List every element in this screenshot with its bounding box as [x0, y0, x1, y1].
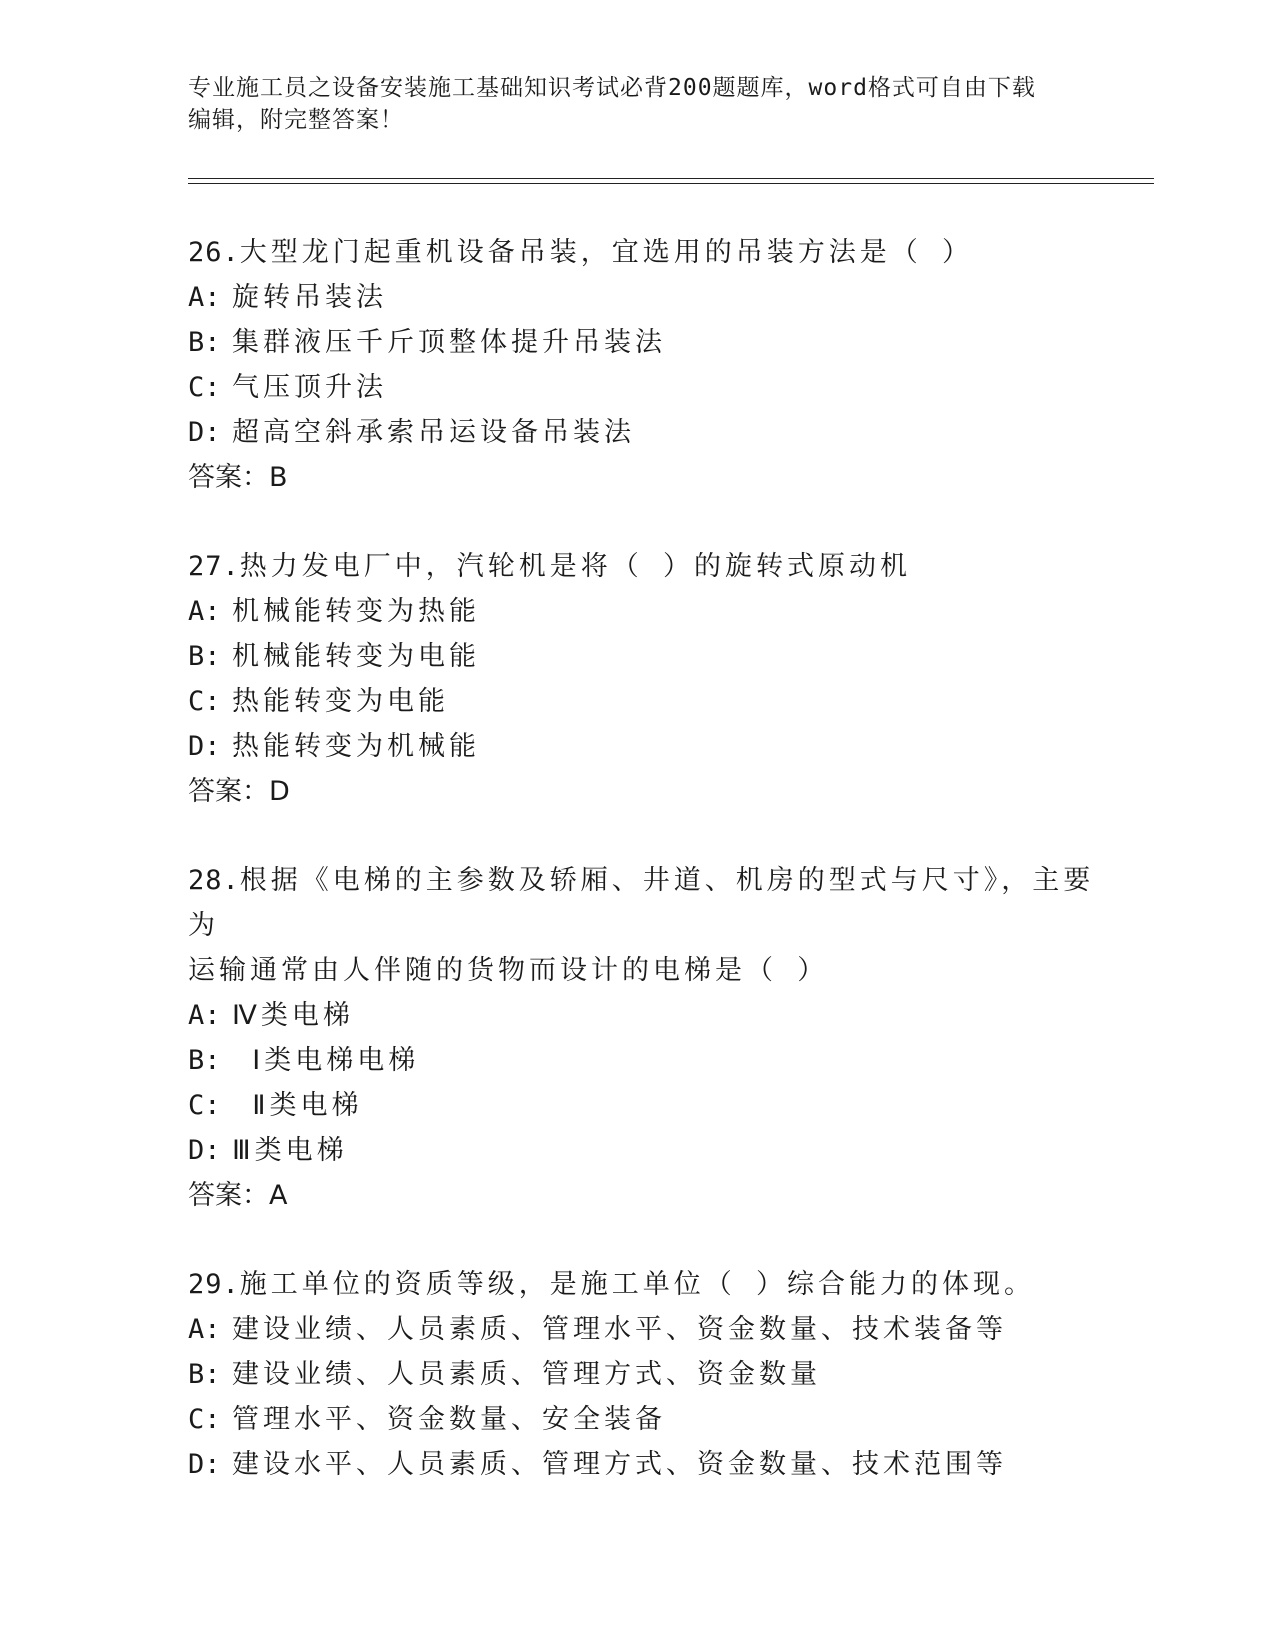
- option-b: [188, 634, 1118, 679]
- answer-label: 答案：: [188, 1180, 269, 1211]
- header-line-2: 编辑，附完整答案！: [188, 107, 404, 133]
- option-key: D:: [188, 731, 221, 762]
- option-c: [188, 679, 1118, 724]
- answer: [188, 455, 1118, 500]
- option-b: [188, 320, 1118, 365]
- document-header: [188, 72, 1088, 136]
- question-26: [188, 230, 1118, 500]
- option-key: D:: [188, 1449, 221, 1480]
- option-b: [188, 1352, 1118, 1397]
- question-title: [188, 858, 1118, 948]
- option-a: [188, 993, 1118, 1038]
- question-list: [188, 230, 1118, 1531]
- option-key: B:: [188, 1359, 221, 1390]
- question-29: [188, 1262, 1118, 1487]
- option-text: Ⅰ类电梯电梯: [232, 1045, 420, 1076]
- option-text: 机械能转变为热能: [232, 596, 480, 627]
- option-text: Ⅳ类电梯: [232, 1000, 354, 1031]
- option-key: A:: [188, 282, 221, 313]
- question-text: 根据《电梯的主参数及轿厢、井道、机房的型式与尺寸》，主要为: [188, 865, 1095, 941]
- answer-value: B: [269, 462, 288, 493]
- option-d: [188, 1442, 1118, 1487]
- option-text: 机械能转变为电能: [232, 641, 480, 672]
- question-number: 29.: [188, 1269, 240, 1300]
- option-text: 气压顶升法: [232, 372, 387, 403]
- question-text: 大型龙门起重机设备吊装，宜选用的吊装方法是（ ）: [239, 237, 974, 268]
- option-text: Ⅲ类电梯: [232, 1135, 348, 1166]
- option-key: D:: [188, 417, 221, 448]
- header-divider-top: [188, 178, 1154, 179]
- question-text: 施工单位的资质等级，是施工单位（ ）综合能力的体现。: [239, 1269, 1036, 1300]
- option-key: B:: [188, 1045, 221, 1076]
- option-c: [188, 365, 1118, 410]
- option-key: C:: [188, 1404, 221, 1435]
- option-text: 超高空斜承索吊运设备吊装法: [232, 417, 635, 448]
- question-title: [188, 544, 1118, 589]
- option-text: 建设水平、人员素质、管理方式、资金数量、技术范围等: [232, 1449, 1007, 1480]
- option-text: 热能转变为机械能: [232, 731, 480, 762]
- option-key: B:: [188, 327, 221, 358]
- question-title: [188, 1262, 1118, 1307]
- header-divider-bottom: [188, 183, 1154, 184]
- option-d: [188, 724, 1118, 769]
- question-title: [188, 230, 1118, 275]
- option-a: [188, 275, 1118, 320]
- answer-value: D: [269, 776, 290, 807]
- option-a: [188, 1307, 1118, 1352]
- question-27: [188, 544, 1118, 814]
- header-line-1: 专业施工员之设备安装施工基础知识考试必背200题题库，word格式可自由下载: [188, 75, 1036, 101]
- answer-value: A: [269, 1180, 288, 1211]
- question-number: 26.: [188, 237, 240, 268]
- question-28: [188, 858, 1118, 1218]
- answer: [188, 1173, 1118, 1218]
- option-text: 建设业绩、人员素质、管理方式、资金数量: [232, 1359, 821, 1390]
- option-c: [188, 1083, 1118, 1128]
- option-d: [188, 410, 1118, 455]
- question-number: 28.: [188, 865, 240, 896]
- answer: [188, 769, 1118, 814]
- question-text: 热力发电厂中，汽轮机是将（ ）的旋转式原动机: [239, 551, 912, 582]
- answer-label: 答案：: [188, 776, 269, 807]
- option-key: C:: [188, 1090, 221, 1121]
- answer-label: 答案：: [188, 462, 269, 493]
- option-text: 旋转吊装法: [232, 282, 387, 313]
- option-b: [188, 1038, 1118, 1083]
- question-number: 27.: [188, 551, 240, 582]
- option-key: A:: [188, 1314, 221, 1345]
- option-text: 管理水平、资金数量、安全装备: [232, 1404, 666, 1435]
- option-key: C:: [188, 372, 221, 403]
- option-key: A:: [188, 596, 221, 627]
- option-text: 热能转变为电能: [232, 686, 449, 717]
- option-key: B:: [188, 641, 221, 672]
- option-key: D:: [188, 1135, 221, 1166]
- option-text: 集群液压千斤顶整体提升吊装法: [232, 327, 666, 358]
- option-c: [188, 1397, 1118, 1442]
- option-a: [188, 589, 1118, 634]
- option-text: Ⅱ类电梯: [232, 1090, 363, 1121]
- option-key: C:: [188, 686, 221, 717]
- question-title-continued: 运输通常由人伴随的货物而设计的电梯是（ ）: [188, 955, 829, 986]
- option-key: A:: [188, 1000, 221, 1031]
- option-text: 建设业绩、人员素质、管理水平、资金数量、技术装备等: [232, 1314, 1007, 1345]
- option-d: [188, 1128, 1118, 1173]
